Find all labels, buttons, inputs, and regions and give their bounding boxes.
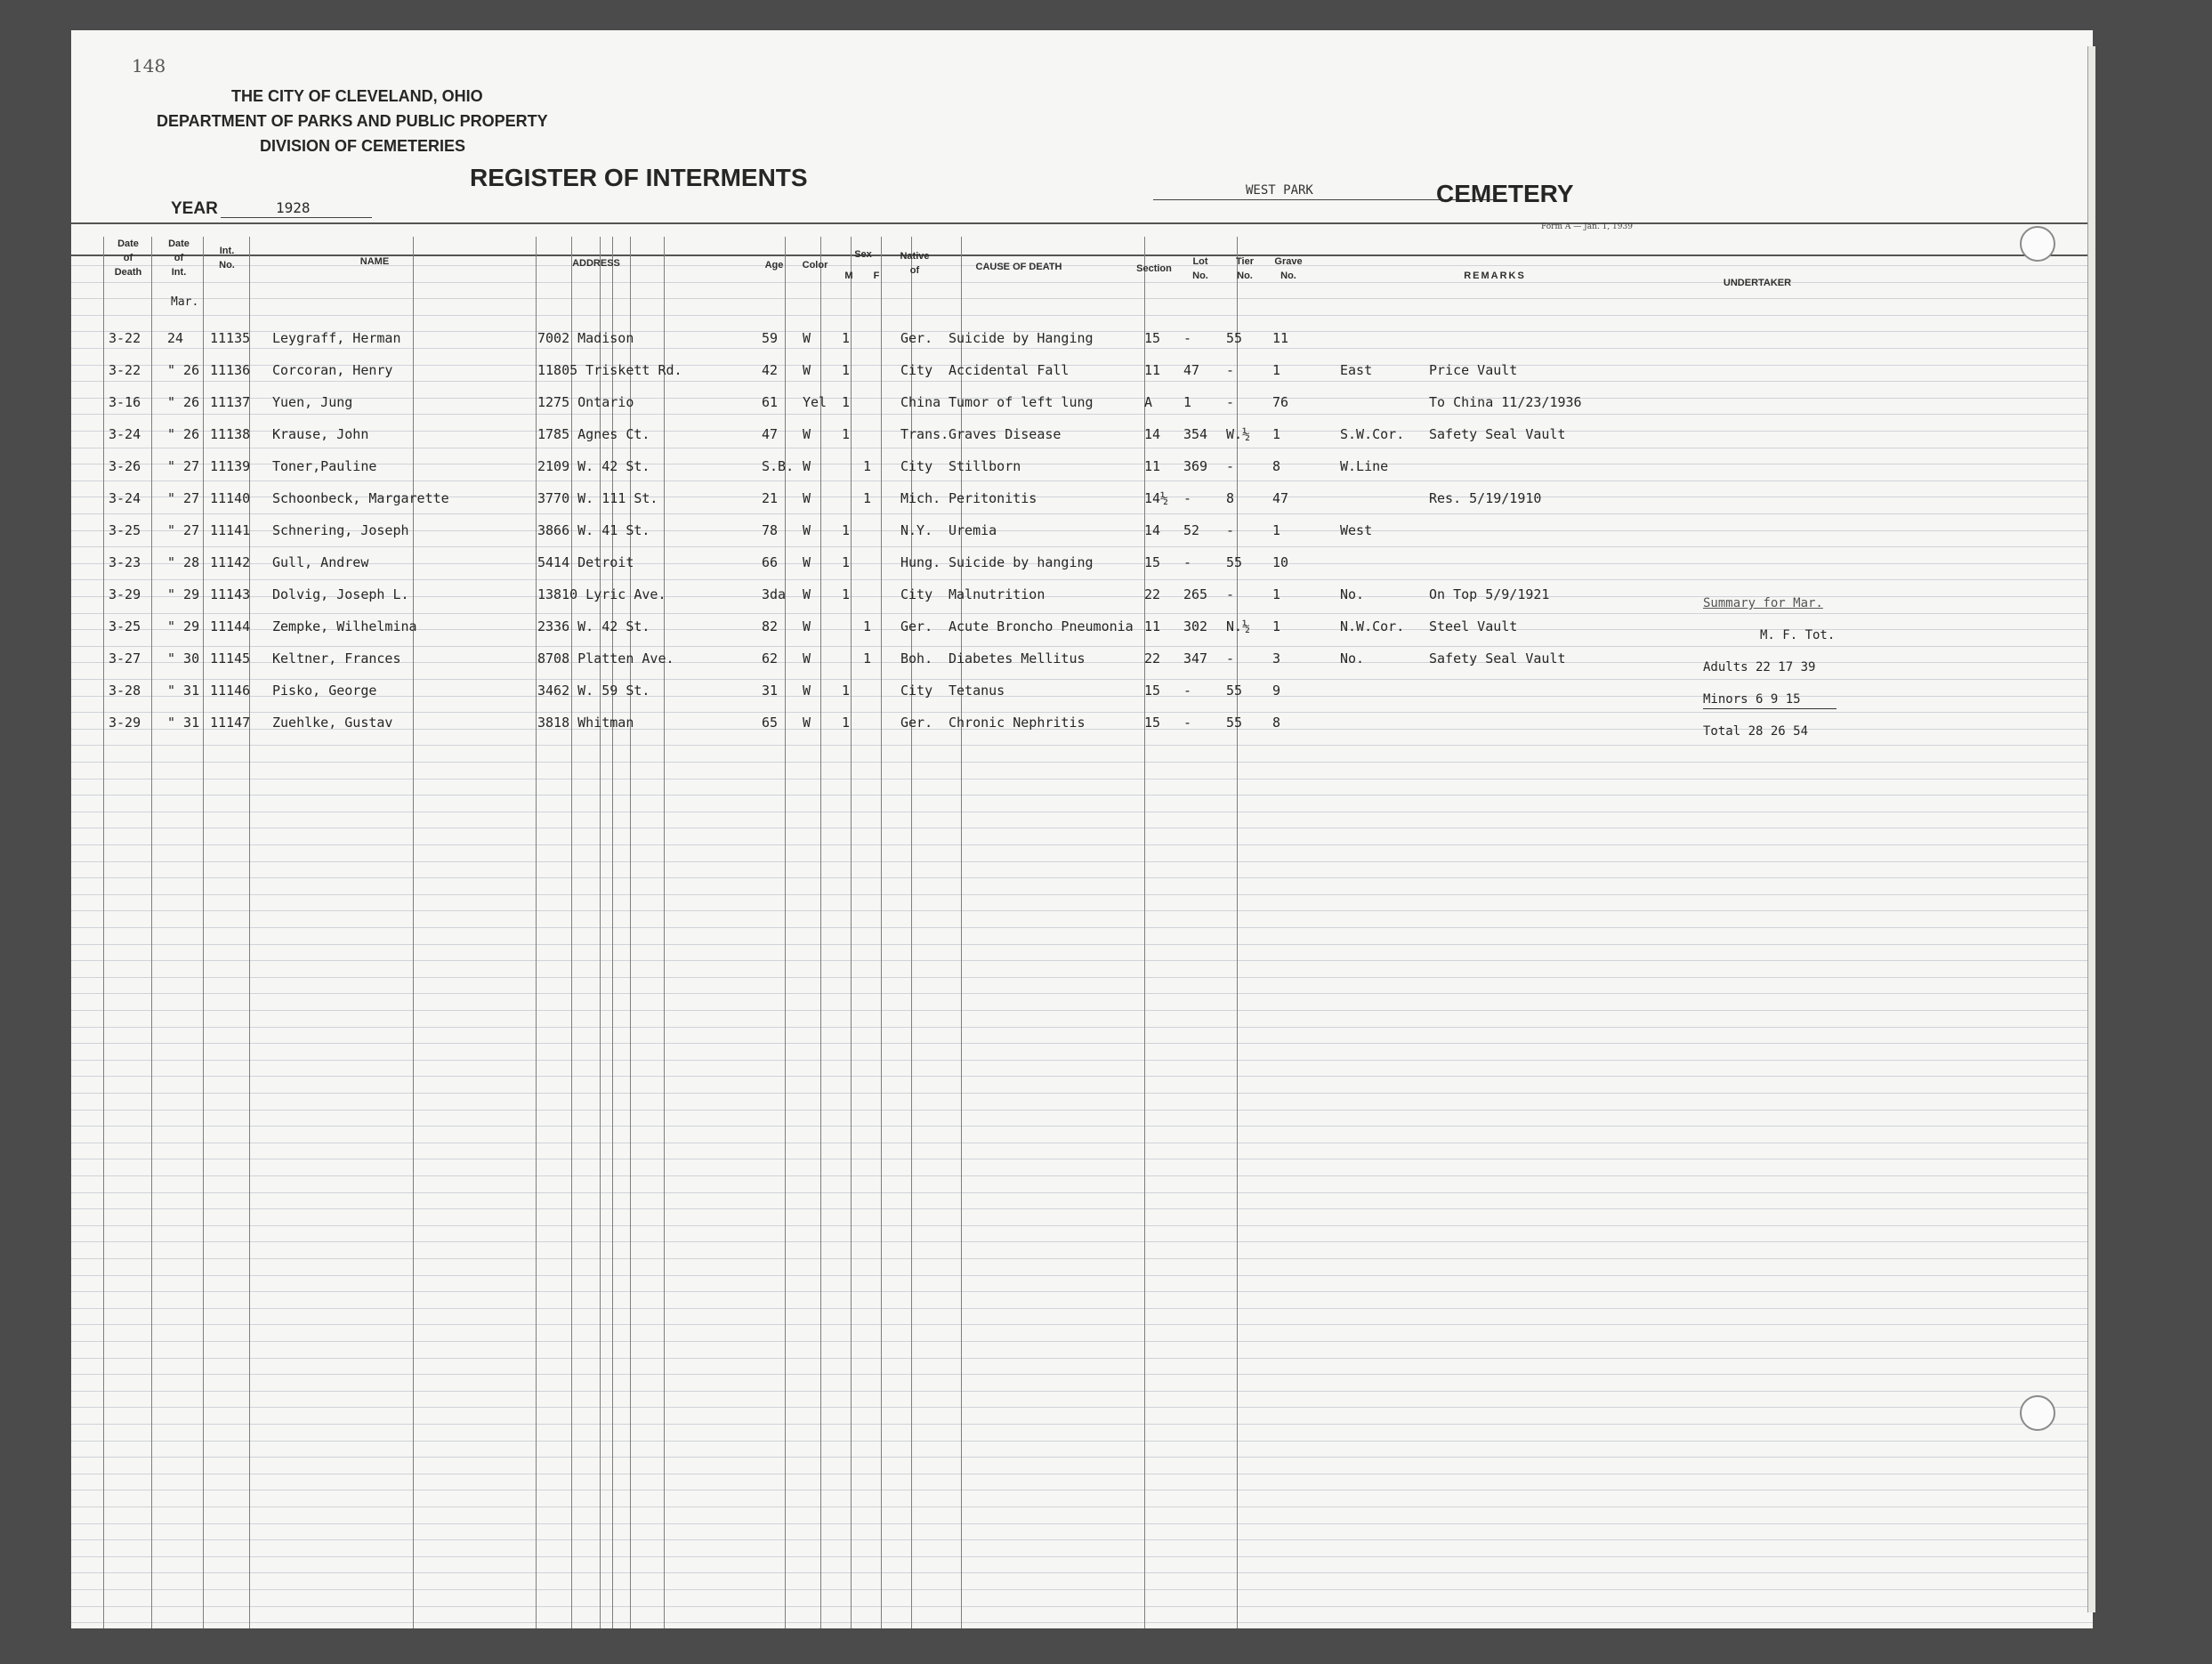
cell-tier-no: 8	[1226, 490, 1235, 506]
cell-grave-no: 1	[1272, 426, 1281, 442]
cell-name: Zuehlke, Gustav	[272, 715, 393, 731]
cell-cause-of-death: Suicide by hanging	[949, 554, 1094, 570]
cell-remarks-location: No.	[1340, 650, 1365, 666]
cell-lot-no: -	[1183, 490, 1192, 506]
cell-name: Dolvig, Joseph L.	[272, 586, 409, 602]
cell-int-no: 11138	[210, 426, 251, 442]
cell-remarks-note: Steel Vault	[1429, 618, 1518, 634]
cell-date-of-int: " 29	[167, 618, 200, 634]
cell-cause-of-death: Diabetes Mellitus	[949, 650, 1086, 666]
cell-date-of-int: " 26	[167, 362, 200, 378]
cemetery-label: CEMETERY	[1436, 180, 1574, 207]
cell-lot-no: 302	[1183, 618, 1208, 634]
cell-lot-no: -	[1183, 554, 1192, 570]
cell-grave-no: 1	[1272, 618, 1281, 634]
cell-color: W	[803, 618, 811, 634]
summary-total: Total 28 26 54	[1703, 724, 1809, 739]
cell-age: 21	[762, 490, 779, 506]
binder-hole-bottom	[2020, 1395, 2055, 1431]
col-grave-no: Grave No.	[1274, 256, 1303, 281]
cell-sex-f: 1	[863, 650, 872, 666]
cell-sex-f: 1	[863, 458, 872, 474]
cell-int-no: 11137	[210, 394, 251, 410]
cell-remarks-location: No.	[1340, 586, 1365, 602]
cell-section: 14	[1144, 426, 1161, 442]
cell-tier-no: -	[1226, 650, 1235, 666]
cell-native-of: Ger.	[900, 330, 933, 346]
cell-remarks-location: East	[1340, 362, 1373, 378]
cell-grave-no: 10	[1272, 554, 1289, 570]
col-sex: Sex	[854, 249, 872, 260]
cell-name: Zempke, Wilhelmina	[272, 618, 417, 634]
cell-cause-of-death: Stillborn	[949, 458, 1021, 474]
cell-grave-no: 1	[1272, 522, 1281, 538]
cell-address: 3462 W. 59 St.	[537, 683, 650, 699]
cell-date-of-int: 24	[167, 330, 184, 346]
cell-remarks-note: Res. 5/19/1910	[1429, 490, 1542, 506]
cell-grave-no: 76	[1272, 394, 1289, 410]
cell-age: 47	[762, 426, 779, 442]
cell-date-of-int: " 27	[167, 522, 200, 538]
cell-int-no: 11144	[210, 618, 251, 634]
cell-color: W	[803, 330, 811, 346]
cell-native-of: Ger.	[900, 618, 933, 634]
cell-date-of-int: " 26	[167, 394, 200, 410]
cell-age: 62	[762, 650, 779, 666]
col-color: Color	[802, 260, 828, 271]
cell-tier-no: -	[1226, 586, 1235, 602]
cell-tier-no: N.½	[1226, 618, 1251, 634]
cell-color: W	[803, 586, 811, 602]
form-note: Form A — Jan. 1, 1939	[1541, 222, 1633, 231]
cell-name: Schoonbeck, Margarette	[272, 490, 449, 506]
col-int-no: Int. No.	[219, 246, 235, 271]
cell-section: 15	[1144, 683, 1161, 699]
cell-age: 42	[762, 362, 779, 378]
cell-date-of-death: 3-24	[109, 490, 141, 506]
cell-native-of: Boh.	[900, 650, 933, 666]
cell-name: Pisko, George	[272, 683, 377, 699]
col-section: Section	[1136, 263, 1172, 274]
cell-color: Yel	[803, 394, 827, 410]
cell-cause-of-death: Graves Disease	[949, 426, 1062, 442]
cell-color: W	[803, 554, 811, 570]
cell-int-no: 11136	[210, 362, 251, 378]
cell-date-of-int: " 29	[167, 586, 200, 602]
cell-int-no: 11141	[210, 522, 251, 538]
cell-lot-no: 354	[1183, 426, 1208, 442]
cell-tier-no: 55	[1226, 554, 1243, 570]
cell-grave-no: 3	[1272, 650, 1281, 666]
cell-date-of-death: 3-22	[109, 330, 141, 346]
cell-remarks-note: Price Vault	[1429, 362, 1518, 378]
year-underline	[221, 217, 372, 218]
col-remarks: REMARKS	[1464, 271, 1526, 281]
cell-address: 5414 Detroit	[537, 554, 634, 570]
cell-age: 78	[762, 522, 779, 538]
cell-sex-m: 1	[842, 683, 851, 699]
cell-sex-m: 1	[842, 715, 851, 731]
cell-age: 66	[762, 554, 779, 570]
cell-lot-no: 347	[1183, 650, 1208, 666]
city-heading: THE CITY OF CLEVELAND, OHIO	[231, 87, 483, 105]
cell-int-no: 11139	[210, 458, 251, 474]
cell-lot-no: 1	[1183, 394, 1192, 410]
cell-address: 13810 Lyric Ave.	[537, 586, 666, 602]
cell-address: 7002 Madison	[537, 330, 634, 346]
cell-color: W	[803, 650, 811, 666]
summary-rule	[1703, 708, 1837, 709]
col-native-of: Native of	[900, 251, 930, 276]
cell-section: 14½	[1144, 490, 1169, 506]
col-date-of-int: Date of Int.	[168, 238, 190, 278]
cell-address: 11805 Triskett Rd.	[537, 362, 682, 378]
division-heading: DIVISION OF CEMETERIES	[260, 137, 466, 155]
col-undertaker: UNDERTAKER	[1723, 278, 1792, 288]
cell-native-of: Trans.	[900, 426, 949, 442]
cell-date-of-int: " 26	[167, 426, 200, 442]
cell-age: 59	[762, 330, 779, 346]
cell-sex-m: 1	[842, 426, 851, 442]
cell-tier-no: W.½	[1226, 426, 1251, 442]
cell-tier-no: 55	[1226, 683, 1243, 699]
cell-lot-no: -	[1183, 683, 1192, 699]
cell-section: 15	[1144, 554, 1161, 570]
department-heading: DEPARTMENT OF PARKS AND PUBLIC PROPERTY	[157, 112, 548, 130]
cell-name: Toner,Pauline	[272, 458, 377, 474]
cell-age: 3da	[762, 586, 787, 602]
summary-header: M. F. Tot.	[1760, 628, 1836, 642]
cell-remarks-location: W.Line	[1340, 458, 1389, 474]
cell-date-of-death: 3-25	[109, 618, 141, 634]
cell-section: 22	[1144, 586, 1161, 602]
cell-date-of-death: 3-29	[109, 715, 141, 731]
cell-section: 11	[1144, 618, 1161, 634]
col-lot-no: Lot No.	[1192, 256, 1208, 281]
cell-lot-no: -	[1183, 330, 1192, 346]
cell-date-of-int: " 28	[167, 554, 200, 570]
cell-date-of-death: 3-16	[109, 394, 141, 410]
cell-name: Yuen, Jung	[272, 394, 353, 410]
cell-address: 1275 Ontario	[537, 394, 634, 410]
cell-section: 14	[1144, 522, 1161, 538]
summary-title: Summary for Mar.	[1703, 596, 1823, 610]
cell-address: 3818 Whitman	[537, 715, 634, 731]
cell-grave-no: 8	[1272, 458, 1281, 474]
cell-native-of: Mich.	[900, 490, 941, 506]
year-value: 1928	[276, 199, 311, 216]
cell-cause-of-death: Acute Broncho Pneumonia	[949, 618, 1134, 634]
cell-name: Corcoran, Henry	[272, 362, 393, 378]
cell-int-no: 11145	[210, 650, 251, 666]
col-cause-of-death: CAUSE OF DEATH	[975, 262, 1062, 272]
cell-color: W	[803, 426, 811, 442]
cell-name: Krause, John	[272, 426, 369, 442]
cell-lot-no: 369	[1183, 458, 1208, 474]
cell-address: 1785 Agnes Ct.	[537, 426, 650, 442]
cell-grave-no: 47	[1272, 490, 1289, 506]
cell-name: Keltner, Frances	[272, 650, 401, 666]
cell-sex-m: 1	[842, 554, 851, 570]
cell-color: W	[803, 522, 811, 538]
col-sex-m: M	[844, 271, 853, 281]
cell-name: Gull, Andrew	[272, 554, 369, 570]
year-label: YEAR	[171, 199, 218, 218]
cell-date-of-death: 3-22	[109, 362, 141, 378]
cell-int-no: 11140	[210, 490, 251, 506]
cell-int-no: 11147	[210, 715, 251, 731]
month-label: Mar.	[171, 295, 199, 309]
cell-native-of: City	[900, 362, 933, 378]
cell-tier-no: -	[1226, 522, 1235, 538]
cell-address: 3866 W. 41 St.	[537, 522, 650, 538]
cell-date-of-int: " 31	[167, 715, 200, 731]
cell-cause-of-death: Tetanus	[949, 683, 1005, 699]
cell-tier-no: -	[1226, 458, 1235, 474]
cell-address: 2109 W. 42 St.	[537, 458, 650, 474]
cell-int-no: 11146	[210, 683, 251, 699]
cell-remarks-note: Safety Seal Vault	[1429, 426, 1566, 442]
register-title: REGISTER OF INTERMENTS	[470, 164, 808, 191]
cell-cause-of-death: Tumor of left lung	[949, 394, 1094, 410]
cell-date-of-death: 3-27	[109, 650, 141, 666]
cell-cause-of-death: Malnutrition	[949, 586, 1045, 602]
cell-tier-no: -	[1226, 362, 1235, 378]
cell-native-of: N.Y.	[900, 522, 933, 538]
cell-section: A	[1144, 394, 1153, 410]
cell-sex-m: 1	[842, 362, 851, 378]
cell-native-of: China	[900, 394, 941, 410]
binder-hole-top	[2020, 226, 2055, 262]
cell-date-of-death: 3-23	[109, 554, 141, 570]
col-date-of-death: Date of Death	[114, 238, 142, 278]
cell-lot-no: 47	[1183, 362, 1200, 378]
cell-date-of-death: 3-25	[109, 522, 141, 538]
cell-age: 31	[762, 683, 779, 699]
cell-native-of: Hung.	[900, 554, 941, 570]
col-tier-no: Tier No.	[1236, 256, 1254, 281]
cell-native-of: City	[900, 586, 933, 602]
cell-int-no: 11142	[210, 554, 251, 570]
cell-address: 3770 W. 111 St.	[537, 490, 658, 506]
cell-native-of: Ger.	[900, 715, 933, 731]
cell-section: 15	[1144, 715, 1161, 731]
cell-sex-m: 1	[842, 586, 851, 602]
cell-color: W	[803, 683, 811, 699]
cell-remarks-location: West	[1340, 522, 1373, 538]
summary-adults: Adults 22 17 39	[1703, 660, 1816, 674]
page-edge	[2087, 46, 2095, 1612]
cell-sex-f: 1	[863, 618, 872, 634]
cell-cause-of-death: Suicide by Hanging	[949, 330, 1094, 346]
cell-section: 15	[1144, 330, 1161, 346]
cell-tier-no: -	[1226, 394, 1235, 410]
cell-date-of-int: " 31	[167, 683, 200, 699]
cell-remarks-note: To China 11/23/1936	[1429, 394, 1582, 410]
cell-grave-no: 8	[1272, 715, 1281, 731]
cell-sex-m: 1	[842, 330, 851, 346]
cell-section: 11	[1144, 458, 1161, 474]
cell-name: Schnering, Joseph	[272, 522, 409, 538]
col-address: ADDRESS	[572, 258, 620, 269]
cell-name: Leygraff, Herman	[272, 330, 401, 346]
cell-grave-no: 1	[1272, 586, 1281, 602]
cell-sex-m: 1	[842, 394, 851, 410]
cell-lot-no: 265	[1183, 586, 1208, 602]
cell-color: W	[803, 490, 811, 506]
cell-color: W	[803, 362, 811, 378]
cell-sex-f: 1	[863, 490, 872, 506]
cell-date-of-int: " 27	[167, 490, 200, 506]
cell-age: 65	[762, 715, 779, 731]
cell-int-no: 11143	[210, 586, 251, 602]
cell-grave-no: 9	[1272, 683, 1281, 699]
cell-int-no: 11135	[210, 330, 251, 346]
cell-sex-m: 1	[842, 522, 851, 538]
cell-color: W	[803, 458, 811, 474]
cell-age: 82	[762, 618, 779, 634]
cell-section: 11	[1144, 362, 1161, 378]
col-sex-f: F	[873, 271, 880, 281]
cell-date-of-death: 3-29	[109, 586, 141, 602]
cell-grave-no: 1	[1272, 362, 1281, 378]
cell-age: 61	[762, 394, 779, 410]
cell-remarks-note: On Top 5/9/1921	[1429, 586, 1550, 602]
cell-grave-no: 11	[1272, 330, 1289, 346]
cell-tier-no: 55	[1226, 330, 1243, 346]
cell-tier-no: 55	[1226, 715, 1243, 731]
col-name: NAME	[359, 256, 390, 267]
cell-remarks-location: S.W.Cor.	[1340, 426, 1405, 442]
cemetery-name: WEST PARK	[1246, 183, 1313, 198]
cell-age: S.B.	[762, 458, 795, 474]
register-sheet	[71, 30, 2093, 1628]
cell-native-of: City	[900, 683, 933, 699]
cell-cause-of-death: Uremia	[949, 522, 997, 538]
page-number: 148	[132, 55, 166, 77]
cell-lot-no: 52	[1183, 522, 1200, 538]
cell-native-of: City	[900, 458, 933, 474]
col-age: Age	[764, 260, 784, 271]
cell-date-of-death: 3-24	[109, 426, 141, 442]
cell-date-of-death: 3-26	[109, 458, 141, 474]
cell-address: 2336 W. 42 St.	[537, 618, 650, 634]
cell-cause-of-death: Peritonitis	[949, 490, 1037, 506]
cell-remarks-location: N.W.Cor.	[1340, 618, 1405, 634]
summary-minors: Minors 6 9 15	[1703, 692, 1801, 707]
cell-remarks-note: Safety Seal Vault	[1429, 650, 1566, 666]
cell-date-of-int: " 27	[167, 458, 200, 474]
cell-date-of-int: " 30	[167, 650, 200, 666]
cell-color: W	[803, 715, 811, 731]
cell-section: 22	[1144, 650, 1161, 666]
cell-date-of-death: 3-28	[109, 683, 141, 699]
cell-lot-no: -	[1183, 715, 1192, 731]
cell-cause-of-death: Accidental Fall	[949, 362, 1070, 378]
cell-address: 8708 Platten Ave.	[537, 650, 674, 666]
cell-cause-of-death: Chronic Nephritis	[949, 715, 1086, 731]
